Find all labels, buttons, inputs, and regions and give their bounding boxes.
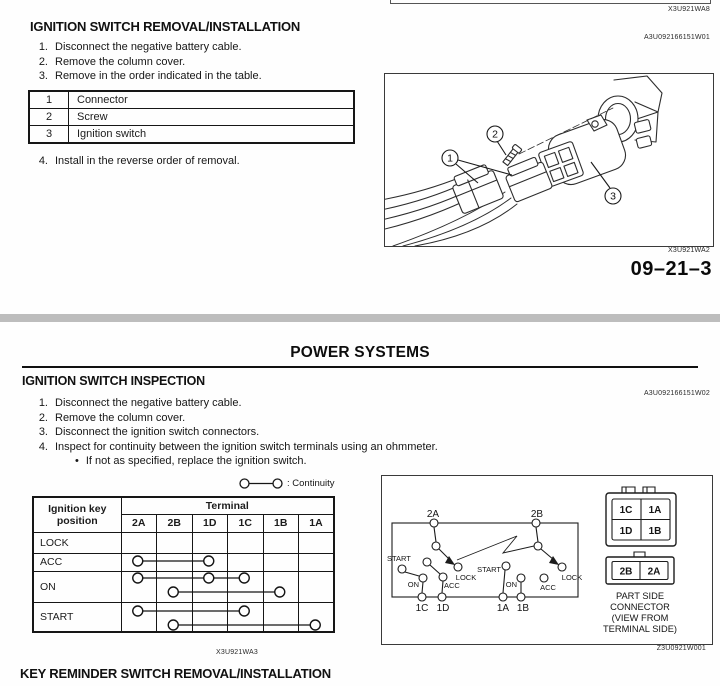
bullet-glyph: • bbox=[75, 455, 79, 467]
table-row: 1 Connector bbox=[29, 91, 354, 109]
right-on-label: ON bbox=[505, 580, 517, 589]
left-on-label: ON bbox=[407, 580, 419, 589]
terminal-header: Terminal bbox=[121, 497, 334, 514]
continuity-legend bbox=[238, 477, 335, 490]
table-row-lock: LOCK bbox=[33, 532, 334, 553]
section-heading-removal: IGNITION SWITCH REMOVAL/INSTALLATION bbox=[30, 19, 301, 34]
step-line bbox=[30, 55, 262, 70]
chapter-title: POWER SYSTEMS bbox=[290, 344, 430, 361]
next-section-heading: KEY REMINDER SWITCH REMOVAL/INSTALLATION bbox=[20, 666, 331, 681]
pin-1c-cell: 1C bbox=[619, 505, 633, 516]
pin-1d-cell: 1D bbox=[619, 526, 633, 537]
parts-table bbox=[28, 90, 355, 144]
step-line bbox=[30, 69, 262, 84]
connector-caption-line: TERMINAL SIDE) bbox=[602, 624, 678, 634]
ignition-switch-drawing bbox=[538, 115, 630, 189]
step-text: Remove in the order indicated in the table. bbox=[55, 70, 262, 82]
callout-3-number: 3 bbox=[610, 190, 616, 203]
table-header-row bbox=[33, 497, 334, 514]
right-start-label: START bbox=[477, 565, 501, 574]
terminal-1a-label: 1A bbox=[496, 603, 510, 614]
figure-exploded-view bbox=[384, 73, 714, 247]
step-line: 3. Disconnect the ignition switch connectors. bbox=[38, 426, 260, 438]
connector-caption-line: CONNECTOR bbox=[610, 602, 670, 612]
chapter-rule bbox=[22, 366, 698, 368]
continuity-legend-label: : Continuity bbox=[287, 478, 335, 489]
connector-caption-line: (VIEW FROM bbox=[611, 613, 669, 623]
pin-2a-cell: 2A bbox=[647, 566, 661, 578]
connector-2pin-drawing bbox=[606, 552, 674, 584]
left-start-label: START bbox=[387, 554, 411, 563]
right-acc-label: ACC bbox=[540, 583, 556, 592]
terminal-2b-label: 2B bbox=[530, 509, 544, 520]
table-row-on: ON bbox=[33, 571, 334, 602]
step-number: 1. bbox=[38, 41, 48, 53]
pin-1b-cell: 1B bbox=[648, 526, 662, 537]
callout-2-number: 2 bbox=[492, 128, 498, 141]
terminal-labels-row: 2A 2B 1D 1C 1B 1A bbox=[33, 514, 334, 532]
step-text: Remove the column cover. bbox=[55, 55, 186, 68]
pin-1a-cell: 1A bbox=[648, 505, 662, 516]
connector-caption-line: PART SIDE bbox=[615, 591, 665, 601]
step-text: Install in the reverse order of removal. bbox=[55, 155, 240, 167]
left-acc-label: ACC bbox=[444, 581, 460, 590]
page-divider bbox=[0, 314, 720, 322]
step-number: 4. bbox=[38, 155, 48, 167]
terminal-2a-label: 2A bbox=[426, 509, 440, 520]
pin-2b-cell: 2B bbox=[619, 566, 633, 578]
table-row: 2 Screw bbox=[29, 109, 354, 126]
figure-circuit-diagram bbox=[381, 475, 713, 645]
step-line: 4. Inspect for continuity between the ignition switch terminals using an ohmmeter. bbox=[38, 440, 438, 453]
removal-steps bbox=[30, 40, 262, 84]
callout-1-number: 1 bbox=[447, 152, 453, 165]
terminal-1b-label: 1B bbox=[516, 603, 530, 614]
page-number: 09–21–3 bbox=[630, 258, 712, 280]
table-row-acc: ACC bbox=[33, 553, 334, 571]
step-line: 2. Remove the column cover. bbox=[38, 411, 186, 424]
continuity-symbol-icon bbox=[238, 477, 284, 490]
right-lock-label: LOCK bbox=[561, 573, 583, 582]
corner-header: Ignition key position bbox=[33, 497, 121, 532]
step-line bbox=[30, 40, 262, 55]
inspection-steps bbox=[30, 396, 438, 469]
figure-code-top: X3U921WA8 bbox=[667, 6, 710, 13]
table-row-start: START bbox=[33, 602, 334, 632]
continuity-table bbox=[32, 496, 335, 633]
article-code-2: A3U092166151W02 bbox=[643, 390, 710, 397]
table-row: 3 Ignition switch bbox=[29, 126, 354, 144]
top-partial-figure-edge bbox=[390, 0, 711, 4]
article-code-1: A3U092166151W01 bbox=[643, 34, 710, 41]
connector-4pin-drawing bbox=[606, 487, 676, 546]
exploded-view-drawing bbox=[385, 74, 713, 246]
step-line: 1. Disconnect the negative battery cable. bbox=[38, 397, 242, 409]
terminal-1c-label: 1C bbox=[415, 603, 429, 614]
section-heading-inspection: IGNITION SWITCH INSPECTION bbox=[22, 374, 205, 388]
figure-code-continuity: X3U921WA3 bbox=[216, 649, 259, 656]
step-text: Disconnect the negative battery cable. bbox=[55, 41, 242, 53]
step-number: 3. bbox=[38, 70, 48, 82]
step-number: 2. bbox=[38, 55, 48, 68]
step-bullet-line: • If not as specified, replace the ignition switch. bbox=[75, 455, 307, 467]
left-lock-label: LOCK bbox=[455, 573, 477, 582]
figure-code-exploded: X3U921WA2 bbox=[667, 247, 710, 254]
circuit-diagram-drawing bbox=[382, 476, 712, 644]
terminal-1d-label: 1D bbox=[436, 603, 450, 614]
removal-step-4 bbox=[30, 154, 240, 169]
figure-code-circuit: Z3U0921W001 bbox=[656, 645, 706, 652]
